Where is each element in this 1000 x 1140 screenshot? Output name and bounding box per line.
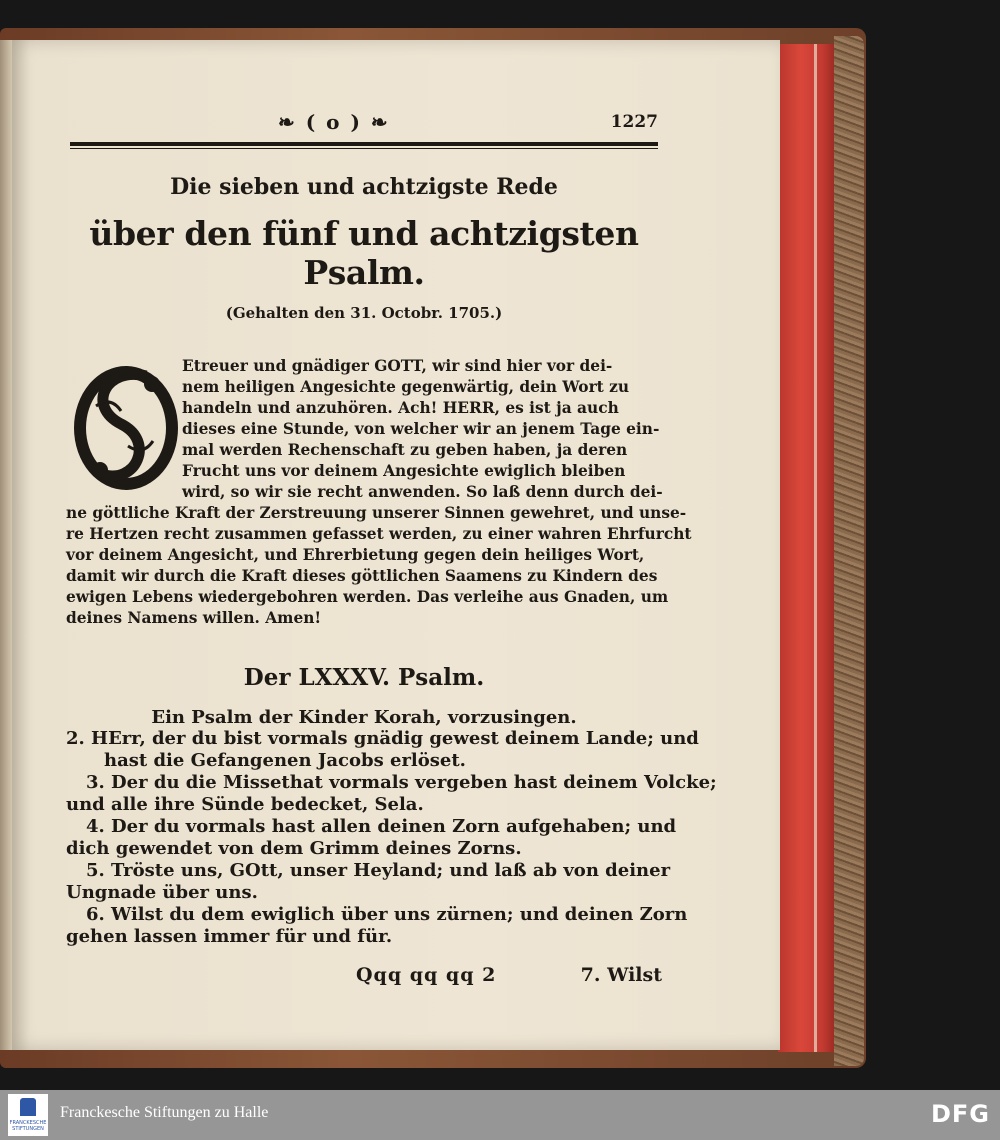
header-rule <box>70 142 658 146</box>
verse-line: hast die Gefangenen Jacobs erlöset. <box>104 750 466 771</box>
prayer-line: ne göttliche Kraft der Zerstreuung unserer Sinnen gewehret, und unse- <box>66 504 687 522</box>
logo-text: FRANCKESCHE STIFTUNGEN <box>9 1120 47 1132</box>
verse-line: 5. Tröste uns, GOtt, unser Heyland; und laß ab von deiner <box>86 860 671 881</box>
dfg-logo[interactable]: DFG <box>930 1100 990 1128</box>
prayer-line: deines Namens willen. Amen! <box>66 609 322 627</box>
gutter-strip <box>0 40 12 1050</box>
page-content <box>66 100 717 994</box>
decorated-initial-icon <box>66 346 184 506</box>
signature-mark: Qqq qq qq 2 <box>356 964 497 986</box>
prayer-line: ewigen Lebens wiedergebohren werden. Das verleihe aus Gnaden, um <box>66 588 669 606</box>
catchword: 7. Wilst <box>580 964 662 986</box>
prayer-line: wird, so wir sie recht anwenden. So laß denn durch dei- <box>182 483 663 501</box>
prayer-block <box>66 356 692 646</box>
footer-bar <box>0 1090 1000 1140</box>
prayer-line: nem heiligen Angesichte gegenwärtig, dein Wort zu <box>182 378 630 396</box>
prayer-line: vor deinem Angesicht, und Ehrerbietung gegen dein heiliges Wort, <box>66 546 645 564</box>
catchline <box>66 964 662 994</box>
book-cover-edge <box>834 36 864 1066</box>
logo-mark <box>20 1098 36 1116</box>
verse-line: dich gewendet von dem Grimm deines Zorns. <box>66 838 522 859</box>
prayer-line: re Hertzen recht zusammen gefasset werden, zu einer wahren Ehrfurcht <box>66 525 692 543</box>
psalm-heading: Der LXXXV. Psalm. <box>243 664 485 691</box>
institution-name[interactable]: Franckesche Stiftungen zu Halle <box>60 1104 269 1121</box>
ornament: ❧ ( o ) ❧ <box>278 110 390 134</box>
verse-line: 4. Der du vormals hast allen deinen Zorn aufgehaben; und <box>86 816 677 837</box>
title-line-1: Die sieben und achtzigste Rede <box>170 174 558 200</box>
prayer-line: damit wir durch die Kraft dieses göttlichen Saamens zu Kindern des <box>66 567 658 585</box>
verse-line: Ungnade über uns. <box>66 882 258 903</box>
prayer-line: handeln und anzuhören. Ach! HERR, es ist ja auch <box>182 399 619 417</box>
verse-line: und alle ihre Sünde bedecket, Sela. <box>66 794 424 815</box>
title-line-2: über den fünf und achtzigsten Psalm. <box>89 214 639 292</box>
prayer-line: Etreuer und gnädiger GOTT, wir sind hier vor dei- <box>182 357 613 375</box>
verse-line: 2. HErr, der du bist vormals gnädig gewest deinem Lande; und <box>66 728 699 749</box>
running-head <box>66 100 662 140</box>
prayer-line: Frucht uns vor deinem Angesichte ewiglich bleiben <box>182 462 626 480</box>
sermon-date: (Gehalten den 31. Octobr. 1705.) <box>225 304 503 322</box>
page-edge-red <box>778 44 834 1052</box>
header-rule-thin <box>70 148 658 149</box>
prayer-line: dieses eine Stunde, von welcher wir an jenem Tage ein- <box>182 420 660 438</box>
verse-line: 6. Wilst du dem ewiglich über uns zürnen; und deinen Zorn <box>86 904 688 925</box>
psalm-subheading: Ein Psalm der Kinder Korah, vorzusingen. <box>151 707 577 728</box>
prayer-line: mal werden Rechenschaft zu geben haben, ja deren <box>182 441 628 459</box>
institution-logo-icon[interactable] <box>8 1094 48 1136</box>
verse-line: 3. Der du die Missethat vormals vergeben hast deinem Volcke; <box>86 772 717 793</box>
verse-line: gehen lassen immer für und für. <box>66 926 393 947</box>
page-number: 1227 <box>610 112 658 132</box>
